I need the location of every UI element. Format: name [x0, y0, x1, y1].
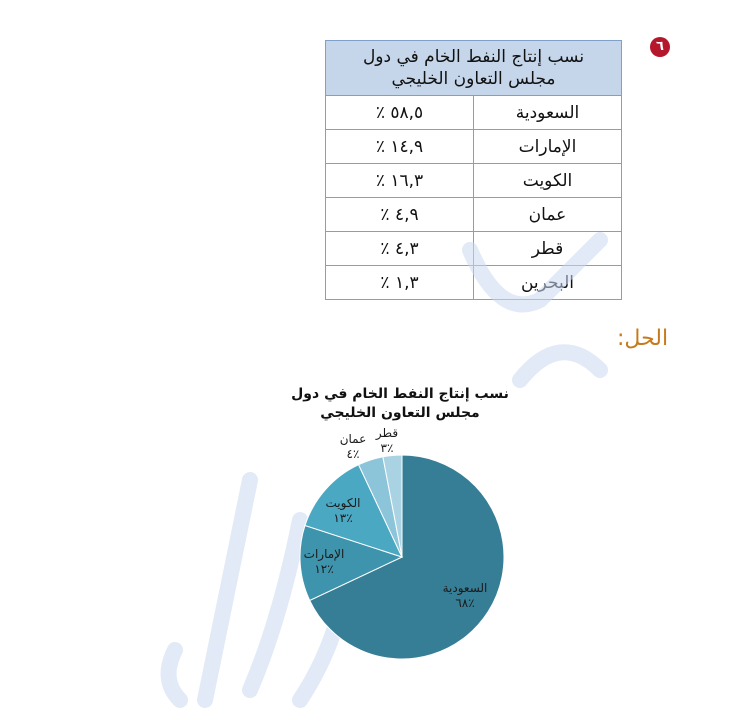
country-cell: البحرين — [474, 266, 622, 300]
country-cell: الإمارات — [474, 130, 622, 164]
slice-name-label: عمان — [339, 432, 367, 446]
table-title-line1: نسب إنتاج النفط الخام في دول — [362, 47, 585, 67]
value-cell: ١,٣ ٪ — [326, 266, 474, 300]
slice-name-label: الإمارات — [303, 547, 345, 561]
country-cell: الكويت — [474, 164, 622, 198]
value-cell: ١٦,٣ ٪ — [326, 164, 474, 198]
slice-name-label: الكويت — [325, 496, 361, 510]
slice-value-label: ٦٨٪ — [455, 596, 475, 610]
slice-name-label: السعودية — [442, 581, 488, 595]
slice-value-label: ١٢٪ — [314, 562, 334, 576]
value-cell: ٥٨,٥ ٪ — [326, 96, 474, 130]
slice-name-label: قطر — [375, 426, 399, 440]
solution-label: الحل: — [617, 326, 669, 351]
chart-title-line1: نسب إنتاج النفط الخام في دول — [291, 386, 509, 402]
country-cell: قطر — [474, 232, 622, 266]
value-cell: ١٤,٩ ٪ — [326, 130, 474, 164]
slice-value-label: ١٣٪ — [333, 511, 353, 525]
value-cell: ٤,٣ ٪ — [326, 232, 474, 266]
slice-value-label: ٤٪ — [346, 447, 360, 461]
country-cell: السعودية — [474, 96, 622, 130]
table-title-line2: مجلس التعاون الخليجي — [391, 69, 556, 89]
value-cell: ٤,٩ ٪ — [326, 198, 474, 232]
country-cell: عمان — [474, 198, 622, 232]
chart-title-line2: مجلس التعاون الخليجي — [320, 405, 480, 421]
question-number-badge: ٦ — [650, 37, 670, 57]
slice-value-label: ٣٪ — [380, 441, 394, 455]
